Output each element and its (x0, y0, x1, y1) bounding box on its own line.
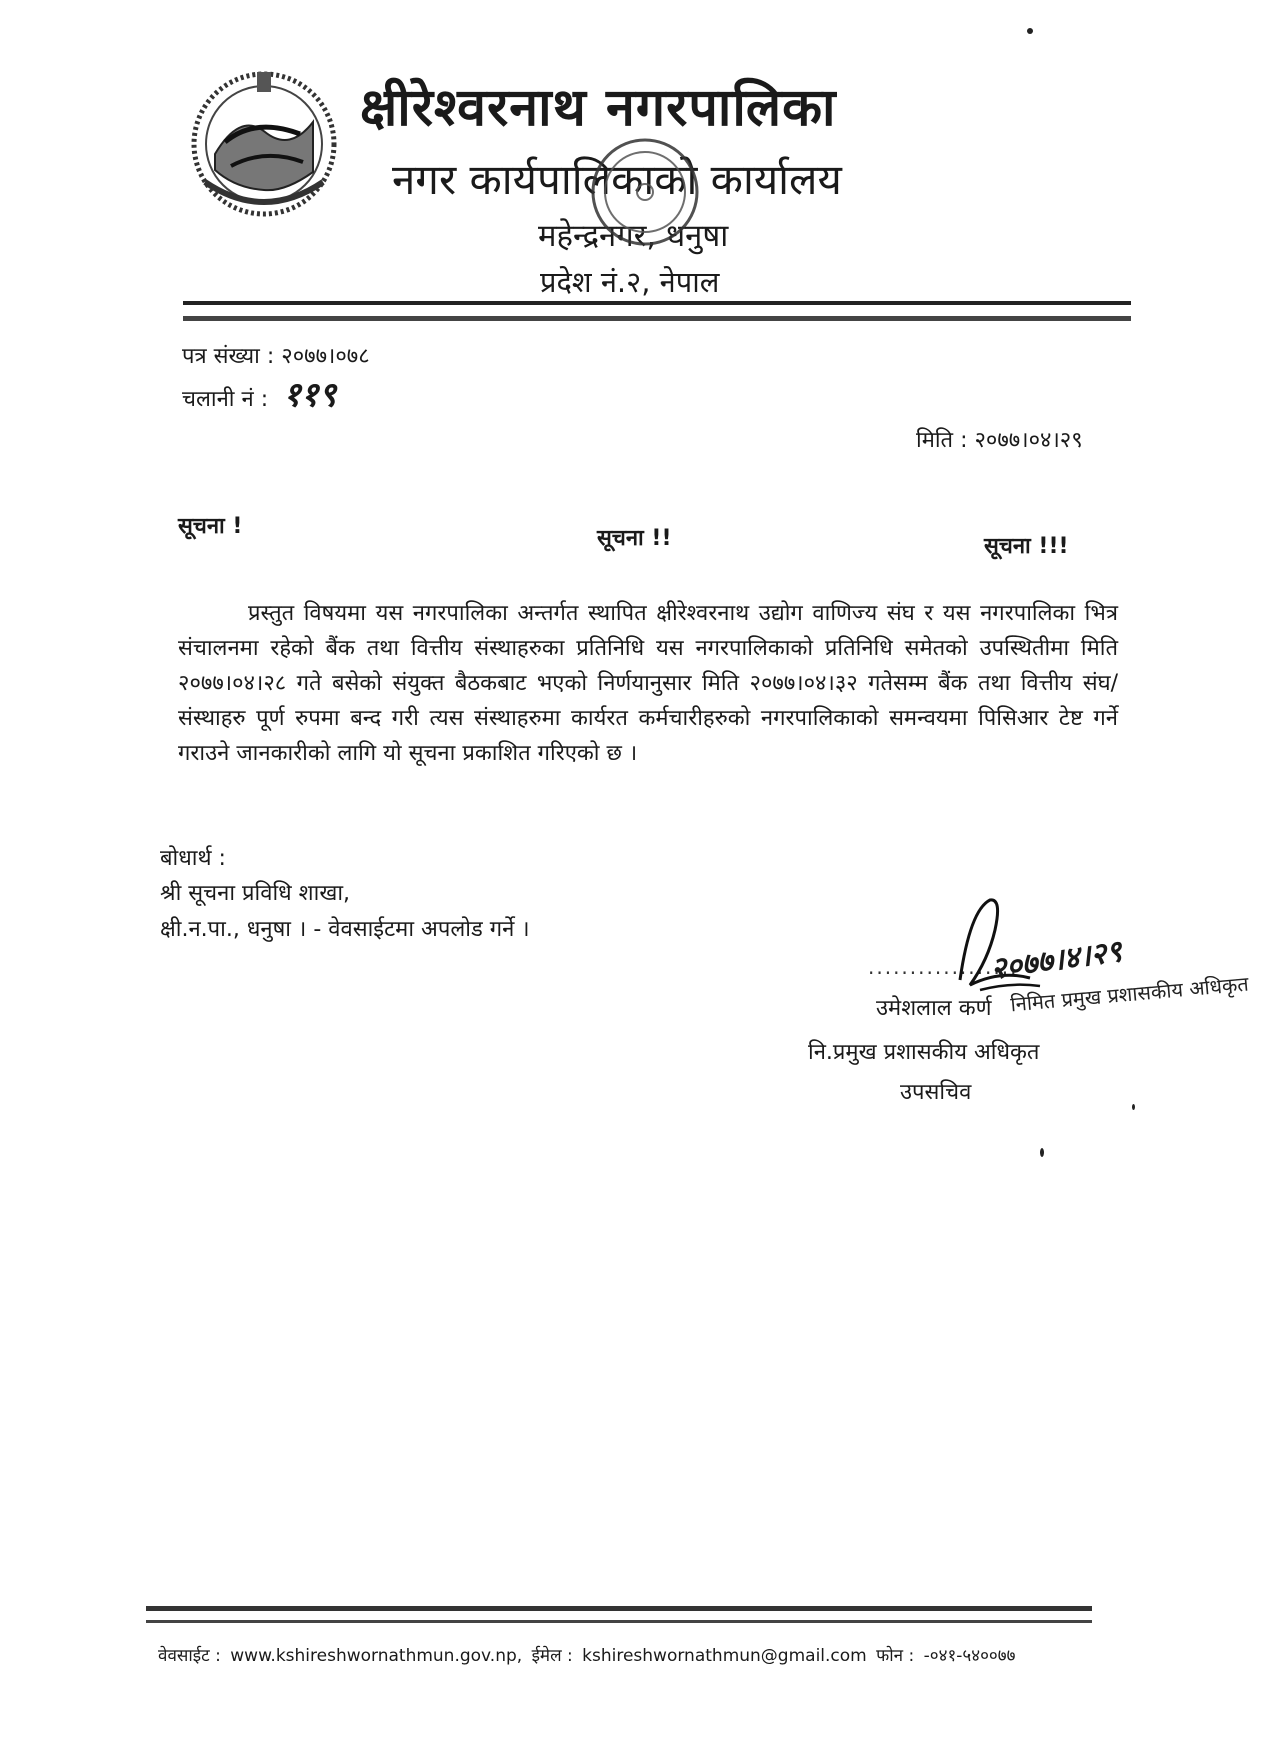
scan-speck (1027, 28, 1033, 34)
letter-number (182, 340, 370, 370)
footer-divider-thin (146, 1620, 1092, 1623)
office-province: प्रदेश नं.२, नेपाल (540, 265, 720, 299)
office-seal-icon (575, 132, 725, 262)
footer-divider (146, 1606, 1092, 1611)
signatory-rank: उपसचिव (900, 1080, 972, 1105)
footer-contact (158, 1643, 1019, 1666)
dispatch-number-value: ११९ (283, 375, 337, 415)
cc-label: बोधार्थ : (160, 846, 226, 871)
website-link[interactable]: www.kshireshwornathmun.gov.np, (230, 1646, 523, 1666)
phone-label: फोन : (876, 1646, 915, 1666)
scan-speck (1132, 1104, 1135, 1110)
letter-number-label: पत्र संख्या : (182, 344, 275, 369)
signature-line: .................. (868, 955, 1019, 979)
phone-number: -०४१-५४००७७ (923, 1646, 1016, 1666)
cc-instruction: क्षी.न.पा., धनुषा । - वेवसाईटमा अपलोड गर्ने । (160, 917, 530, 942)
office-name: नगर कार्यपालिकाको कार्यालय (392, 155, 842, 204)
email-link[interactable]: kshireshwornathmun@gmail.com (582, 1646, 867, 1666)
cc-recipient: श्री सूचना प्रविधि शाखा, (160, 881, 351, 906)
letter-date: मिति : २०७७।०४।२९ (916, 428, 1083, 453)
notice-heading-3: सूचना !!! (984, 534, 1069, 559)
office-city: महेन्द्रनगर, धनुषा (538, 218, 729, 254)
nepal-emblem-icon (185, 62, 343, 222)
email-label: ईमेल : (531, 1646, 573, 1666)
signatory-name: उमेशलाल कर्ण (876, 996, 992, 1021)
header-divider-thick (183, 316, 1131, 321)
notice-heading-1: सूचना ! (178, 514, 243, 539)
website-label: वेवसाईट : (158, 1646, 221, 1666)
notice-body: प्रस्तुत विषयमा यस नगरपालिका अन्तर्गत स्थापित क्षीरेश्वरनाथ उद्योग वाणिज्य संघ र यस नगरपालिका भित्र संचालनमा रहेको बैंक तथा वित्तीय संस्थाहरुका प्रतिनिधि यस नगरपालिकाको प्रतिनिधि समेतको उपस्थितीमा मिति २०७७।०४।२८ गते बसेको संयुक्त बैठकबाट भएको निर्णयानुसार मिति २०७७।०४।३२ गतेसम्म बैंक तथा वित्तीय संघ/संस्थाहरु पूर्ण रुपमा बन्द गरी त्यस संस्थाहरुमा कार्यरत कर्मचारीहरुको नगरपालिकाको समन्वयमा पिसिआर टेष्ट गर्ने गराउने जानकारीको लागि यो सूचना प्रकाशित गरिएको छ । (178, 601, 1118, 766)
header-divider (183, 301, 1131, 305)
signatory-title: नि.प्रमुख प्रशासकीय अधिकृत (808, 1040, 1040, 1065)
municipality-title: क्षीरेश्वरनाथ नगरपालिका (360, 78, 837, 138)
signature-date: २०७७।४।२९ (988, 933, 1125, 987)
notice-heading-2: सूचना !! (597, 526, 672, 551)
scan-speck (1040, 1148, 1044, 1157)
signatory-stamp: निमित प्रमुख प्रशासकीय अधिकृत (1009, 971, 1250, 1017)
letter-number-value: २०७७।०७८ (281, 344, 370, 369)
dispatch-number-label: चलानी नं : (182, 387, 269, 412)
dispatch-number (182, 370, 336, 416)
